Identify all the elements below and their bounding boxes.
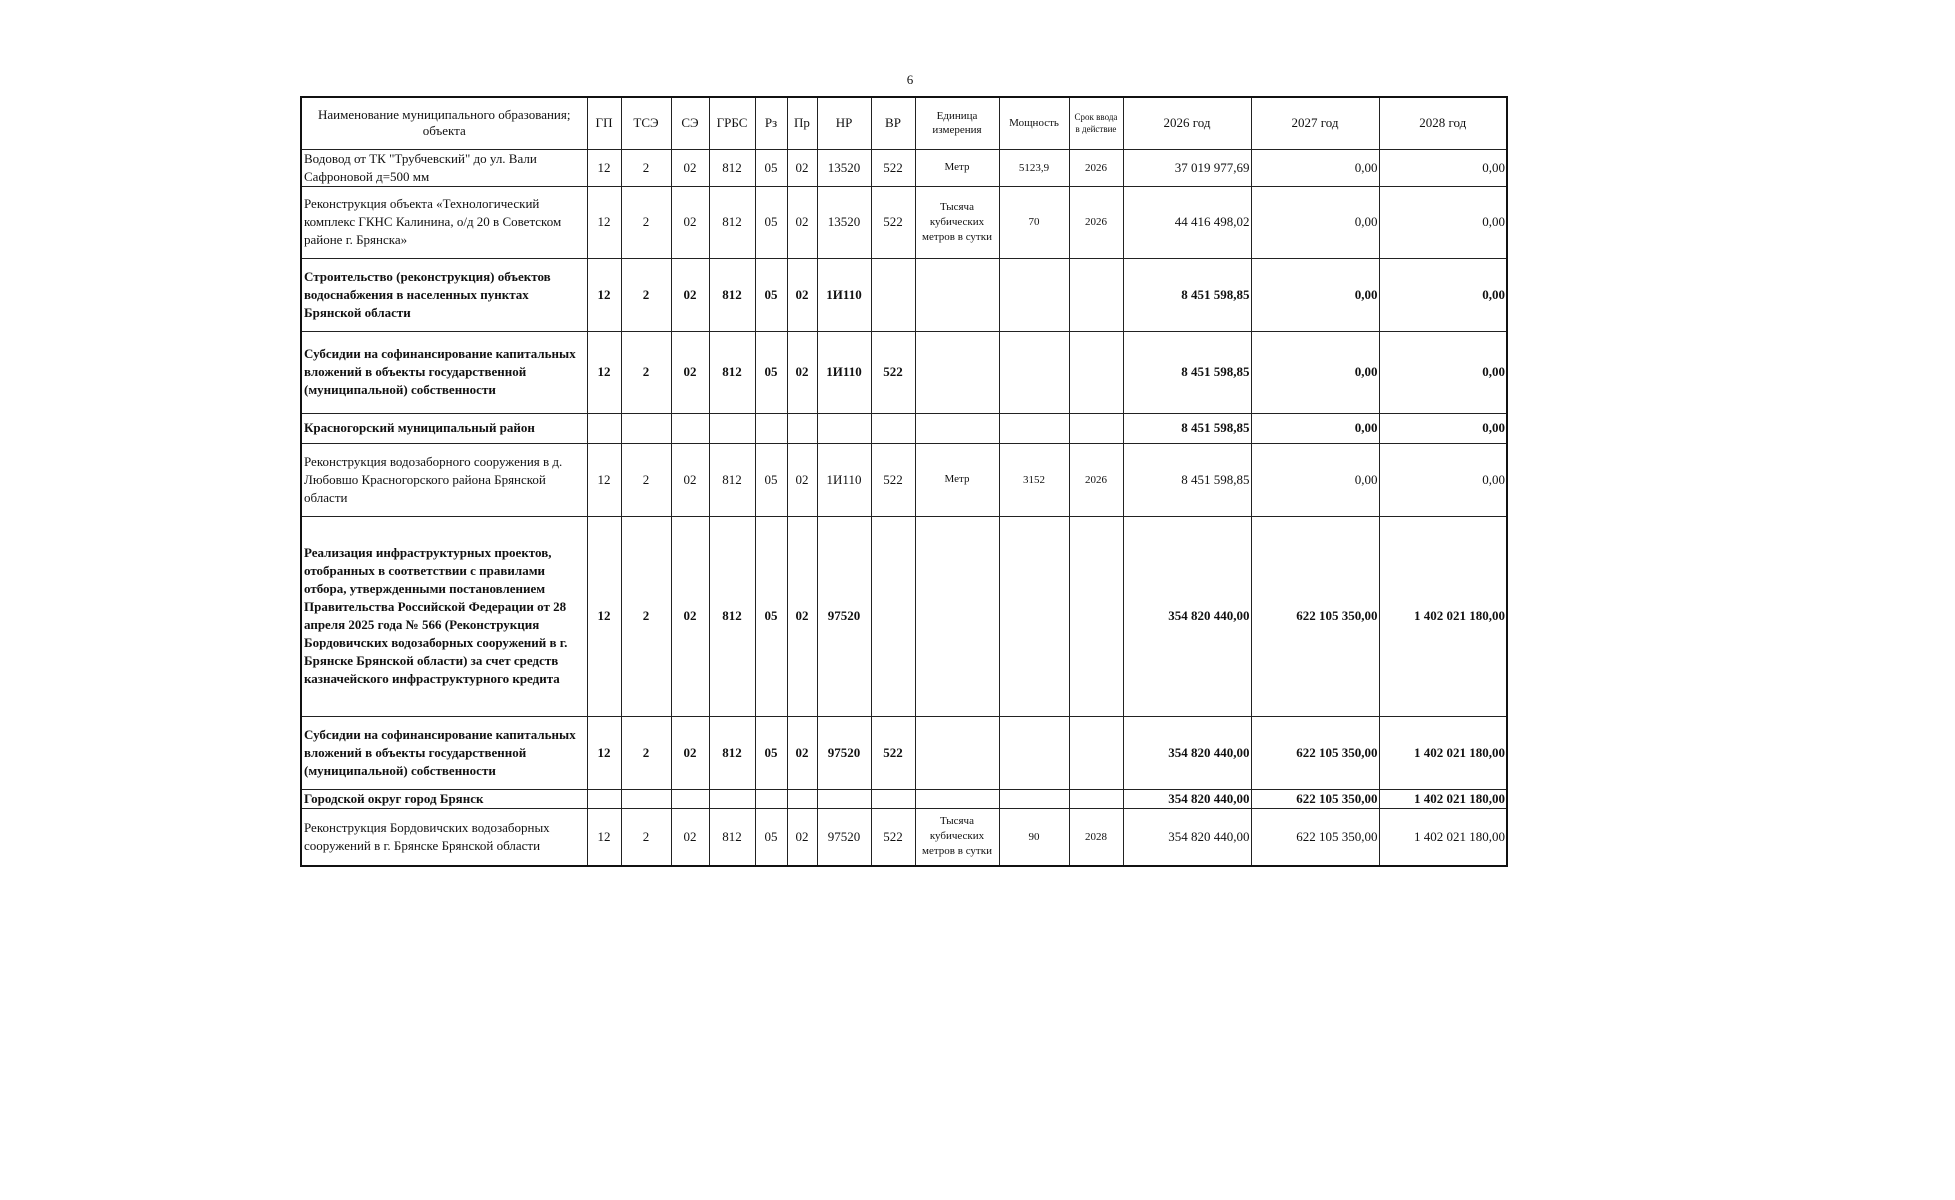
row-tse: 2 [621,149,671,186]
row-term: 2026 [1069,186,1123,258]
row-grbs [709,789,755,808]
row-term [1069,516,1123,716]
table-row [301,149,1507,186]
row-gp: 12 [587,516,621,716]
row-unit [915,789,999,808]
row-vr: 522 [871,149,915,186]
row-pr: 02 [787,516,817,716]
row-power: 5123,9 [999,149,1069,186]
row-gp: 12 [587,186,621,258]
row-2026: 354 820 440,00 [1123,516,1251,716]
row-vr: 522 [871,716,915,789]
row-unit: Метр [915,443,999,516]
row-rz: 05 [755,331,787,413]
row-se: 02 [671,258,709,331]
row-name: Городской округ город Брянск [301,789,587,808]
row-nr [817,789,871,808]
row-2026: 8 451 598,85 [1123,443,1251,516]
row-power [999,258,1069,331]
row-name: Реконструкция Бордовичских водозаборных сооружений в г. Брянске Брянской области [301,808,587,866]
row-2027: 622 105 350,00 [1251,516,1379,716]
row-gp: 12 [587,443,621,516]
row-name: Водовод от ТК "Трубчевский" до ул. Вали Сафроновой д=500 мм [301,149,587,186]
table-body [301,149,1507,866]
row-2028: 0,00 [1379,443,1507,516]
row-gp: 12 [587,716,621,789]
col-header-unit: Единица измерения [915,97,999,149]
row-vr [871,413,915,443]
budget-table [300,96,1508,867]
row-term: 2026 [1069,443,1123,516]
row-rz: 05 [755,258,787,331]
row-tse [621,413,671,443]
row-tse: 2 [621,808,671,866]
row-rz: 05 [755,186,787,258]
row-term [1069,789,1123,808]
row-term: 2026 [1069,149,1123,186]
row-nr: 13520 [817,149,871,186]
row-2027: 0,00 [1251,258,1379,331]
row-2027: 622 105 350,00 [1251,808,1379,866]
row-nr: 13520 [817,186,871,258]
row-pr [787,789,817,808]
row-2027: 0,00 [1251,413,1379,443]
row-se: 02 [671,186,709,258]
row-rz: 05 [755,808,787,866]
table-row [301,331,1507,413]
row-pr: 02 [787,716,817,789]
row-name: Реконструкция объекта «Технологический комплекс ГКНС Калинина, о/д 20 в Советском районе г. Брянска» [301,186,587,258]
row-vr: 522 [871,443,915,516]
col-header-se: СЭ [671,97,709,149]
row-rz: 05 [755,149,787,186]
row-gp [587,413,621,443]
table-row [301,516,1507,716]
row-tse: 2 [621,716,671,789]
row-name: Субсидии на софинансирование капитальных вложений в объекты государственной (муниципальной) собственности [301,331,587,413]
row-gp: 12 [587,149,621,186]
col-header-name: Наименование муниципального образования; объекта [301,97,587,149]
row-nr: 1И110 [817,331,871,413]
row-term [1069,716,1123,789]
col-header-nr: НР [817,97,871,149]
row-2028: 1 402 021 180,00 [1379,716,1507,789]
row-2027: 0,00 [1251,331,1379,413]
row-pr [787,413,817,443]
row-2028: 0,00 [1379,186,1507,258]
row-pr: 02 [787,443,817,516]
row-rz [755,789,787,808]
col-header-pr: Пр [787,97,817,149]
row-unit: Метр [915,149,999,186]
row-2028: 0,00 [1379,258,1507,331]
row-grbs: 812 [709,716,755,789]
row-gp: 12 [587,258,621,331]
row-pr: 02 [787,149,817,186]
row-tse [621,789,671,808]
row-tse: 2 [621,258,671,331]
row-2028: 1 402 021 180,00 [1379,808,1507,866]
row-2026: 8 451 598,85 [1123,331,1251,413]
row-se [671,413,709,443]
row-power [999,331,1069,413]
row-unit: Тысяча кубических метров в сутки [915,808,999,866]
row-2026: 354 820 440,00 [1123,808,1251,866]
row-2026: 8 451 598,85 [1123,258,1251,331]
table-row [301,443,1507,516]
row-pr: 02 [787,258,817,331]
row-gp [587,789,621,808]
table-row [301,413,1507,443]
row-grbs: 812 [709,443,755,516]
row-2027: 0,00 [1251,149,1379,186]
row-2028: 0,00 [1379,413,1507,443]
table-row [301,808,1507,866]
row-vr: 522 [871,186,915,258]
row-power [999,413,1069,443]
col-header-2028: 2028 год [1379,97,1507,149]
header-row [301,97,1507,149]
row-se: 02 [671,443,709,516]
row-rz: 05 [755,716,787,789]
row-grbs: 812 [709,186,755,258]
page-number: 6 [906,72,914,87]
row-name: Реализация инфраструктурных проектов, отобранных в соответствии с правилами отбора, утвержденными постановлением Правительства Российской Федерации от 28 апреля 2025 года № 566 (Реконструкция Бордовичских водозаборных сооружений в г. Брянске Брянской области) за счет средств казначейского инфраструктурного кредита [301,516,587,716]
row-rz: 05 [755,516,787,716]
row-nr: 97520 [817,716,871,789]
row-unit [915,516,999,716]
row-tse: 2 [621,331,671,413]
row-unit [915,331,999,413]
row-vr [871,258,915,331]
row-nr: 1И110 [817,443,871,516]
col-header-term: Срок ввода в действие [1069,97,1123,149]
row-2026: 37 019 977,69 [1123,149,1251,186]
row-vr [871,789,915,808]
row-tse: 2 [621,186,671,258]
row-grbs: 812 [709,808,755,866]
table-row [301,186,1507,258]
col-header-2026: 2026 год [1123,97,1251,149]
row-name: Субсидии на софинансирование капитальных вложений в объекты государственной (муниципальной) собственности [301,716,587,789]
row-name: Строительство (реконструкция) объектов водоснабжения в населенных пунктах Брянской области [301,258,587,331]
row-tse: 2 [621,443,671,516]
row-2028: 1 402 021 180,00 [1379,789,1507,808]
row-2026: 8 451 598,85 [1123,413,1251,443]
row-se: 02 [671,331,709,413]
col-header-vr: ВР [871,97,915,149]
row-2028: 1 402 021 180,00 [1379,516,1507,716]
row-term [1069,331,1123,413]
row-nr [817,413,871,443]
row-se: 02 [671,149,709,186]
row-term [1069,258,1123,331]
col-header-grbs: ГРБС [709,97,755,149]
col-header-gp: ГП [587,97,621,149]
row-vr: 522 [871,331,915,413]
row-gp: 12 [587,331,621,413]
row-tse: 2 [621,516,671,716]
col-header-power: Мощность [999,97,1069,149]
row-rz: 05 [755,443,787,516]
col-header-2027: 2027 год [1251,97,1379,149]
row-term: 2028 [1069,808,1123,866]
row-power: 3152 [999,443,1069,516]
row-power [999,789,1069,808]
row-grbs: 812 [709,331,755,413]
row-gp: 12 [587,808,621,866]
row-unit: Тысяча кубических метров в сутки [915,186,999,258]
row-term [1069,413,1123,443]
row-name: Реконструкция водозаборного сооружения в д. Любовшо Красногорского района Брянской области [301,443,587,516]
row-se: 02 [671,808,709,866]
row-pr: 02 [787,186,817,258]
row-unit [915,413,999,443]
row-se: 02 [671,516,709,716]
row-2028: 0,00 [1379,331,1507,413]
row-nr: 97520 [817,516,871,716]
row-unit [915,716,999,789]
row-se: 02 [671,716,709,789]
row-2026: 44 416 498,02 [1123,186,1251,258]
row-2027: 622 105 350,00 [1251,789,1379,808]
row-grbs: 812 [709,149,755,186]
row-nr: 1И110 [817,258,871,331]
row-pr: 02 [787,331,817,413]
table-row [301,258,1507,331]
row-2026: 354 820 440,00 [1123,789,1251,808]
col-header-tse: ТСЭ [621,97,671,149]
row-grbs [709,413,755,443]
row-2028: 0,00 [1379,149,1507,186]
row-nr: 97520 [817,808,871,866]
row-2027: 0,00 [1251,443,1379,516]
col-header-rz: Рз [755,97,787,149]
row-pr: 02 [787,808,817,866]
row-2027: 622 105 350,00 [1251,716,1379,789]
table-row [301,789,1507,808]
row-name: Красногорский муниципальный район [301,413,587,443]
row-se [671,789,709,808]
row-vr: 522 [871,808,915,866]
row-power [999,716,1069,789]
table-row [301,716,1507,789]
row-grbs: 812 [709,516,755,716]
row-2026: 354 820 440,00 [1123,716,1251,789]
row-vr [871,516,915,716]
row-power: 90 [999,808,1069,866]
row-power: 70 [999,186,1069,258]
row-grbs: 812 [709,258,755,331]
row-power [999,516,1069,716]
row-2027: 0,00 [1251,186,1379,258]
row-unit [915,258,999,331]
row-rz [755,413,787,443]
